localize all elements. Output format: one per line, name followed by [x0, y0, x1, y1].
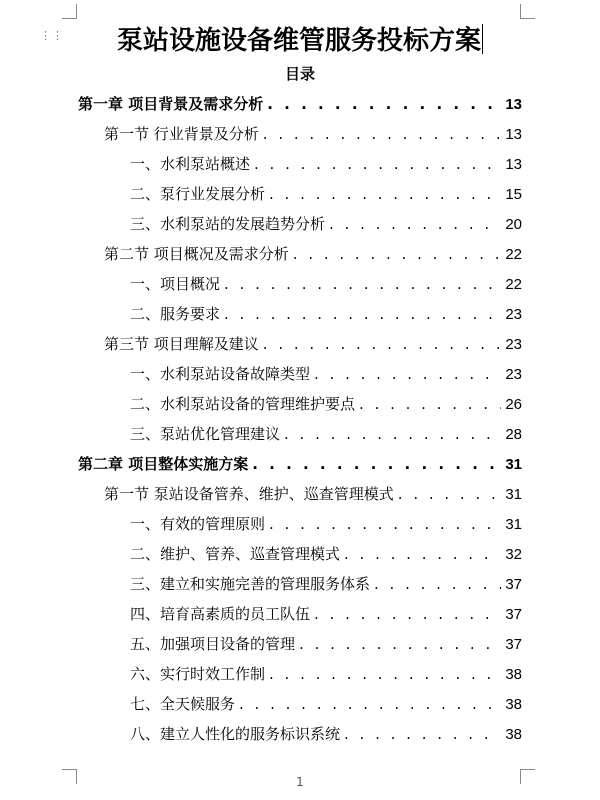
document-title-text[interactable]: 泵站设施设备维管服务投标方案: [116, 26, 481, 56]
toc-entry[interactable]: [130, 539, 522, 569]
toc-entry-page: 20: [505, 216, 522, 233]
toc-entry-page: 15: [505, 186, 522, 203]
toc-entry[interactable]: [104, 479, 522, 509]
toc-entry-label: 第二章 项目整体实施方案: [78, 455, 249, 473]
toc-entry[interactable]: [130, 179, 522, 209]
toc-dot-leader: [263, 119, 502, 149]
toc-entry-page: 13: [505, 96, 522, 113]
toc-entry[interactable]: [130, 689, 522, 719]
toc-dot-leader: [359, 389, 501, 419]
toc-entry[interactable]: [78, 89, 522, 119]
toc-entry-label: 一、水利泵站概述: [130, 155, 251, 173]
toc-dot-leader: [267, 89, 501, 119]
toc-entry-page: 23: [505, 306, 522, 323]
drag-handle-icon[interactable]: ⋮⋮: [40, 29, 64, 42]
toc-entry-label: 一、有效的管理原则: [130, 515, 266, 533]
toc-entry[interactable]: [130, 359, 522, 389]
toc-dot-leader: [344, 539, 501, 569]
toc-dot-leader: [252, 449, 501, 479]
toc-entry-page: 13: [505, 126, 522, 143]
toc-dot-leader: [299, 629, 501, 659]
toc-dot-leader: [284, 419, 501, 449]
toc-entry[interactable]: [130, 509, 522, 539]
toc-entry[interactable]: [130, 269, 522, 299]
toc-entry-page: 31: [505, 486, 522, 503]
toc-dot-leader: [269, 509, 501, 539]
toc-entry-label: 五、加强项目设备的管理: [130, 635, 296, 653]
toc-entry[interactable]: [78, 449, 522, 479]
toc-dot-leader: [254, 149, 501, 179]
toc-entry-label: 一、项目概况: [130, 275, 221, 293]
toc-entry-page: 28: [505, 426, 522, 443]
toc-entry-page: 23: [505, 366, 522, 383]
toc-entry[interactable]: [130, 299, 522, 329]
toc-entry-label: 第二节 项目概况及需求分析: [104, 245, 289, 263]
toc-dot-leader: [398, 479, 502, 509]
toc-entry-label: 二、泵行业发展分析: [130, 185, 266, 203]
toc-entry-label: 第一章 项目背景及需求分析: [78, 95, 264, 113]
toc-entry[interactable]: [130, 659, 522, 689]
toc-entry[interactable]: [104, 119, 522, 149]
toc-entry-page: 22: [505, 246, 522, 263]
toc-entry[interactable]: [130, 389, 522, 419]
toc-entry-label: 第一节 泵站设备管养、维护、巡查管理模式: [104, 485, 394, 503]
toc-entry-page: 23: [505, 336, 522, 353]
toc-entry-page: 32: [505, 546, 522, 563]
toc-entry[interactable]: [130, 599, 522, 629]
toc-entry-label: 三、建立和实施完善的管理服务体系: [130, 575, 371, 593]
toc-entry[interactable]: [104, 329, 522, 359]
toc-entry-page: 38: [505, 666, 522, 683]
document-title[interactable]: [0, 22, 600, 60]
toc-entry-page: 26: [505, 396, 522, 413]
toc-entry-label: 四、培育高素质的员工队伍: [130, 605, 311, 623]
toc-dot-leader: [329, 209, 501, 239]
toc-entry-label: 八、建立人性化的服务标识系统: [130, 725, 341, 743]
page-number: 1: [296, 775, 304, 789]
toc-entry-label: 第三节 项目理解及建议: [104, 335, 259, 353]
toc-heading: 目录: [284, 65, 315, 83]
toc-entry[interactable]: [104, 239, 522, 269]
toc-dot-leader: [269, 659, 501, 689]
toc-entry-label: 第一节 行业背景及分析: [104, 125, 259, 143]
text-caret: [482, 24, 483, 54]
toc-entry-label: 二、水利泵站设备的管理维护要点: [130, 395, 356, 413]
toc-entry-page: 38: [505, 696, 522, 713]
toc-entry[interactable]: [130, 419, 522, 449]
toc-dot-leader: [224, 299, 501, 329]
toc-entry-label: 二、维护、管养、巡查管理模式: [130, 545, 341, 563]
toc-entry-page: 22: [505, 276, 522, 293]
toc-dot-leader: [374, 569, 501, 599]
toc-dot-leader: [314, 359, 501, 389]
crop-mark-top-right: [520, 4, 535, 19]
toc-entry-label: 二、服务要求: [130, 305, 221, 323]
toc-dot-leader: [239, 689, 501, 719]
crop-mark-top-left: [62, 4, 77, 19]
toc-dot-leader: [269, 179, 501, 209]
toc-entry-page: 31: [505, 516, 522, 533]
toc-dot-leader: [293, 239, 502, 269]
toc-entry-page: 31: [505, 456, 522, 473]
toc-entry-page: 37: [505, 636, 522, 653]
toc-dot-leader: [344, 719, 501, 749]
toc-entry-label: 七、全天候服务: [130, 695, 236, 713]
toc-entry[interactable]: [130, 629, 522, 659]
toc-entry-label: 六、实行时效工作制: [130, 665, 266, 683]
toc-entry[interactable]: [130, 149, 522, 179]
toc-dot-leader: [314, 599, 501, 629]
toc-entry[interactable]: [130, 569, 522, 599]
toc-entry-label: 一、水利泵站设备故障类型: [130, 365, 311, 383]
toc-entry[interactable]: [130, 719, 522, 749]
toc-dot-leader: [224, 269, 501, 299]
toc-entry-page: 37: [505, 606, 522, 623]
toc-entry[interactable]: [130, 209, 522, 239]
toc-entry-label: 三、泵站优化管理建议: [130, 425, 281, 443]
toc-entry-page: 13: [505, 156, 522, 173]
toc-entry-page: 38: [505, 726, 522, 743]
toc-entry-label: 三、水利泵站的发展趋势分析: [130, 215, 326, 233]
toc-entry-page: 37: [505, 576, 522, 593]
toc-dot-leader: [263, 329, 502, 359]
